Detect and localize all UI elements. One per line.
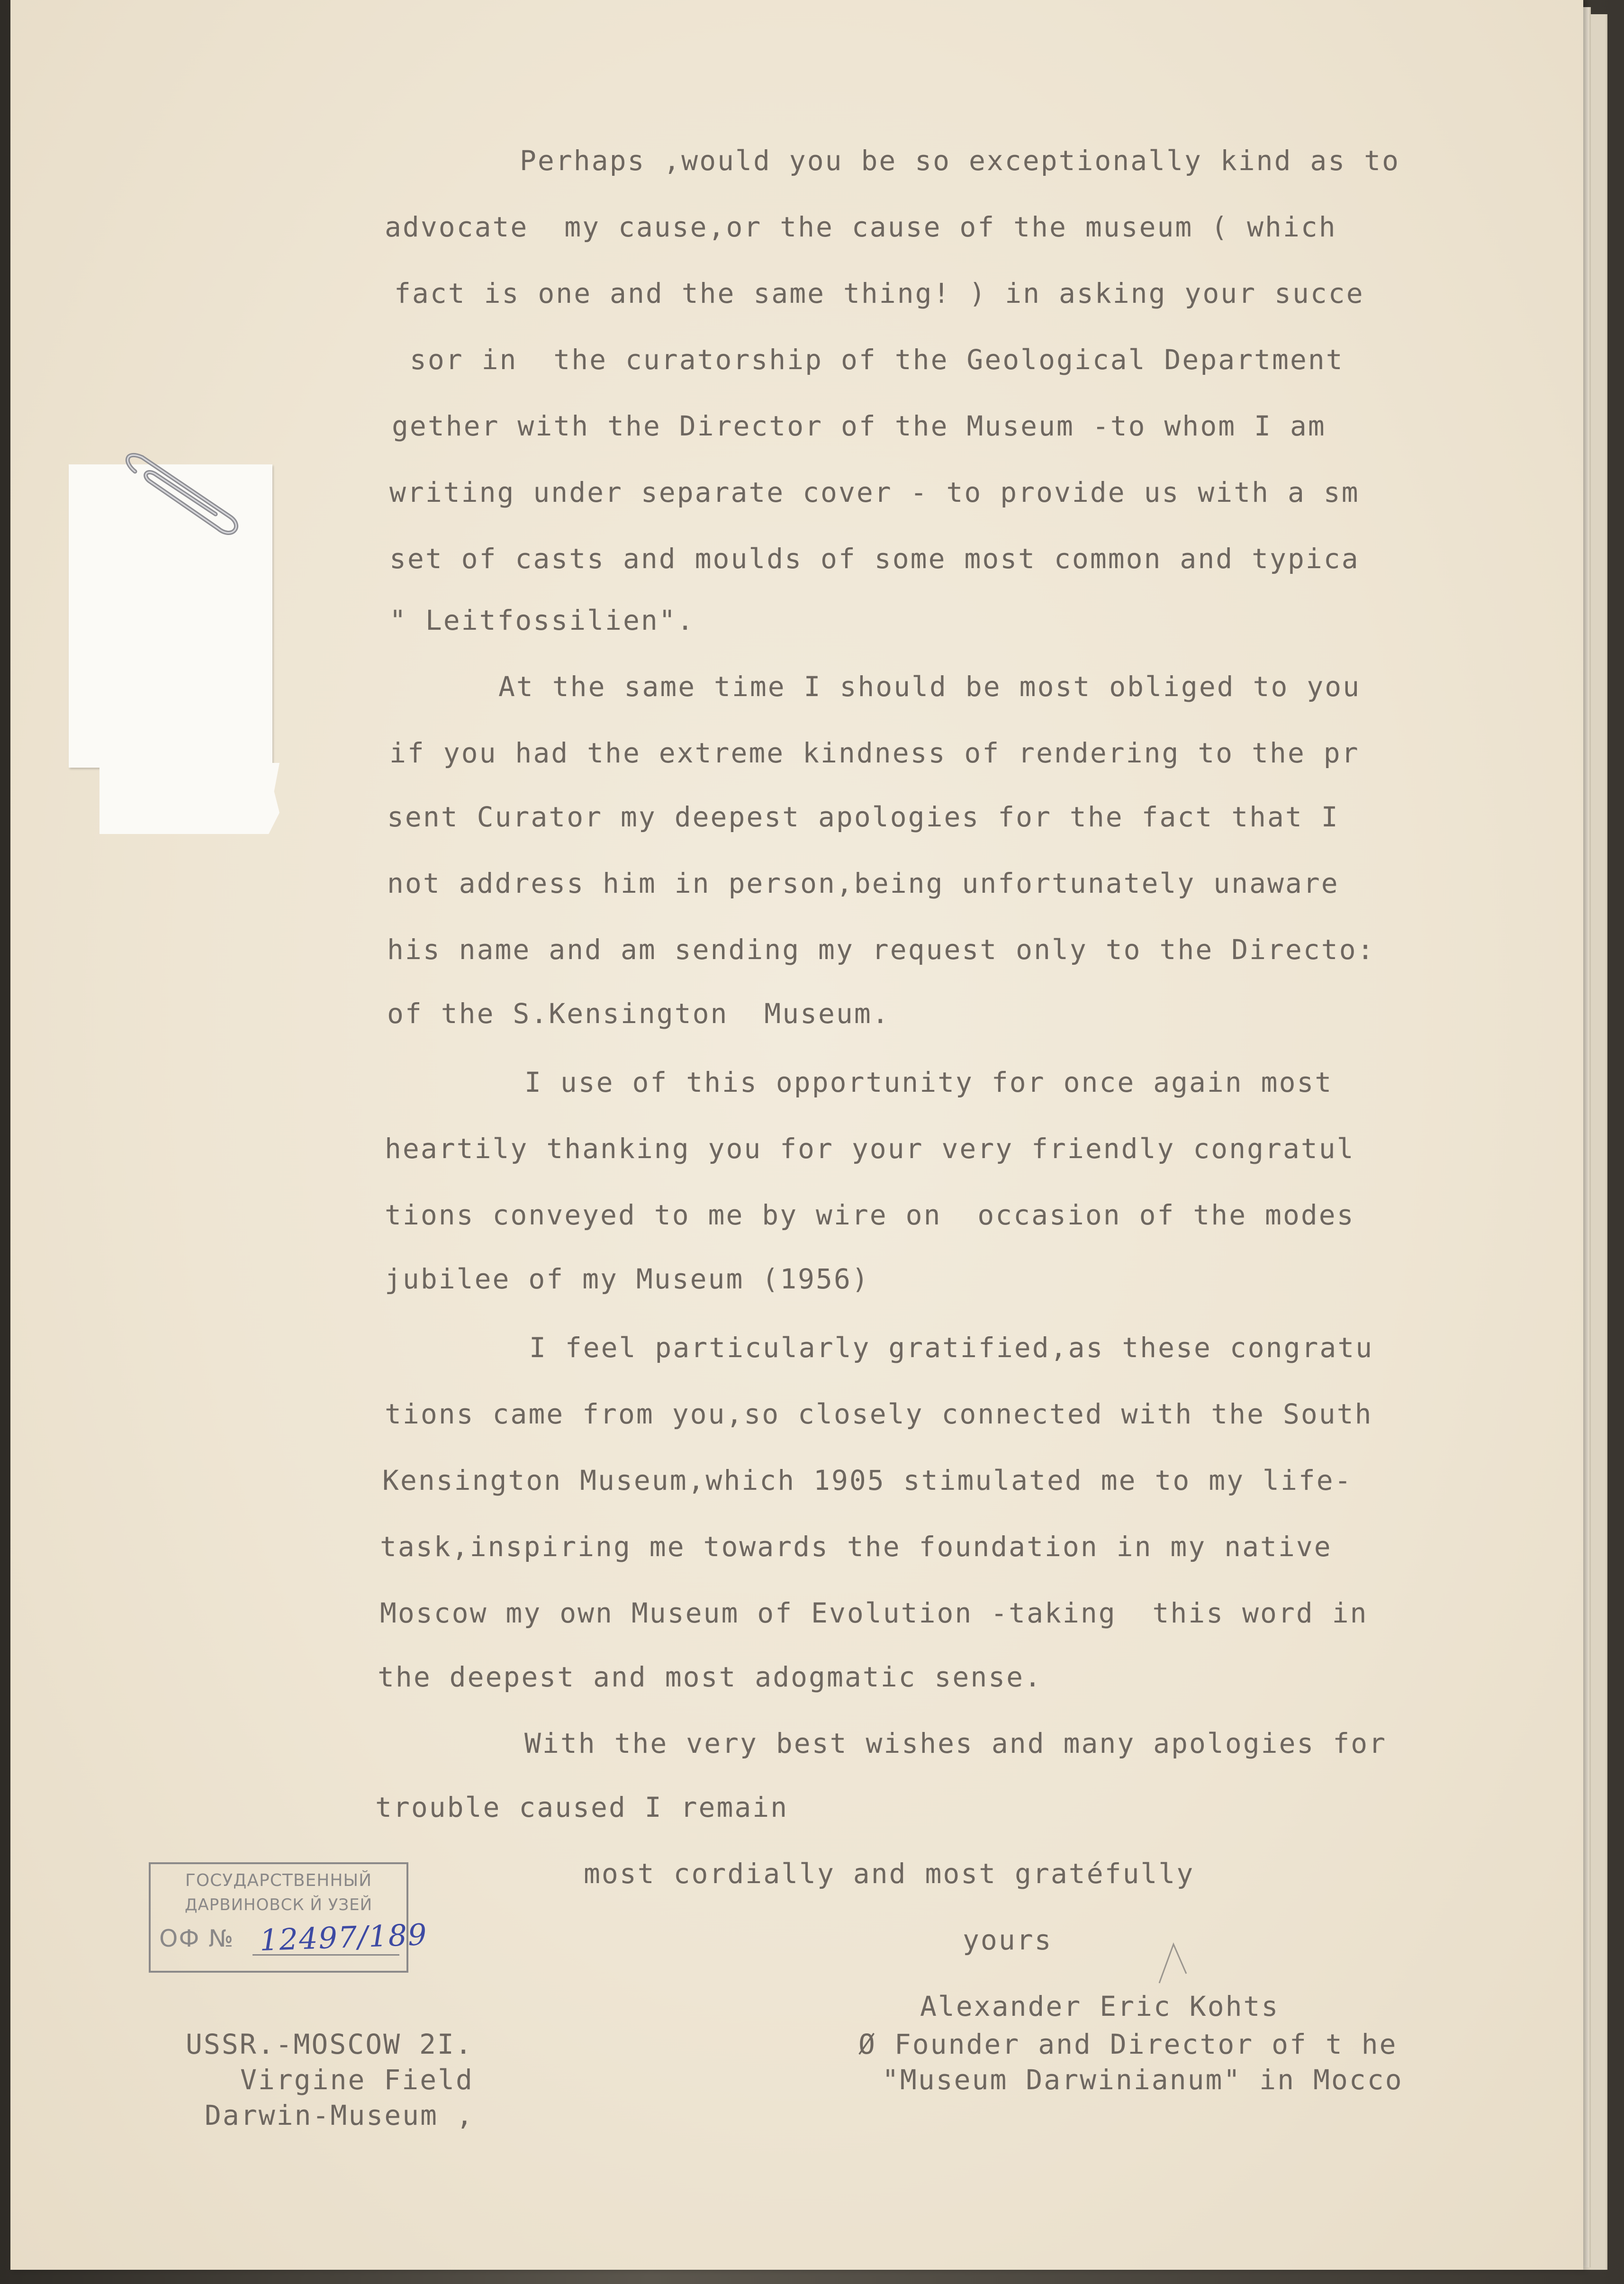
- letter-line: " Leitfossilien".: [389, 604, 695, 636]
- sender-address: Virgine Field: [240, 2064, 474, 2096]
- letter-line: set of casts and moulds of some most common and typica: [389, 543, 1360, 575]
- letter-line: writing under separate cover - to provide us with a sm: [389, 476, 1360, 508]
- letter-line: advocate my cause,or the cause of the museum ( which: [385, 211, 1337, 243]
- signature-title: "Museum Darwinianum" in Mocco: [882, 2064, 1403, 2096]
- letter-line: jubilee of my Museum (1956): [385, 1263, 870, 1295]
- letter-line: if you had the extreme kindness of rendering to the pr: [389, 737, 1360, 769]
- letter-line: the deepest and most adogmatic sense.: [378, 1661, 1043, 1693]
- sender-address: USSR.-MOSCOW 2I.: [186, 2028, 473, 2060]
- attached-paper-slip: [99, 763, 280, 834]
- letter-line: sor in the curatorship of the Geological Department: [392, 344, 1344, 376]
- closing-phrase: most cordially and most gratéfully: [584, 1858, 1195, 1890]
- letter-line: his name and am sending my request only to the Directo:: [387, 934, 1375, 966]
- stamp-institution: ДАРВИНОВСК Й УЗЕЙ: [184, 1895, 373, 1914]
- pen-mark-icon: [1157, 1940, 1190, 1985]
- signature-name: Alexander Eric Kohts: [920, 1990, 1280, 2022]
- sender-address: Darwin-Museum ,: [205, 2099, 474, 2131]
- letter-line: not address him in person,being unfortunately unaware: [387, 867, 1339, 899]
- letter-line: heartily thanking you for your very friendly congratul: [385, 1133, 1355, 1165]
- letter-line: task,inspiring me towards the foundation in my native: [380, 1531, 1332, 1563]
- letter-line: Moscow my own Museum of Evolution -taking this word in: [380, 1597, 1368, 1629]
- letter-line: tions conveyed to me by wire on occasion of the modes: [385, 1199, 1355, 1231]
- letter-line: I use of this opportunity for once again most: [524, 1066, 1333, 1098]
- letter-line: gether with the Director of the Museum -to whom I am: [392, 410, 1326, 442]
- letter-line: I feel particularly gratified,as these congratu: [529, 1332, 1374, 1364]
- letter-line: sent Curator my deepest apologies for the fact that I: [387, 801, 1339, 833]
- letter-line: Perhaps ,would you be so exceptionally kind as to: [520, 145, 1400, 177]
- closing-yours: yours: [963, 1924, 1053, 1956]
- letter-line: tions came from you,so closely connected with the South: [385, 1398, 1373, 1430]
- stamp-fond-label: ОФ №: [159, 1925, 235, 1952]
- signature-title: Ø Founder and Director of t he: [858, 2028, 1398, 2060]
- letter-page: [10, 0, 1583, 2270]
- archive-stamp: [149, 1862, 428, 1973]
- letter-line: trouble caused I remain: [375, 1791, 789, 1823]
- stamp-institution: ГОСУДАРСТВЕННЫЙ: [185, 1871, 372, 1890]
- letter-line: of the S.Kensington Museum.: [387, 997, 890, 1030]
- letter-line: Kensington Museum,which 1905 stimulated me to my life-: [382, 1464, 1353, 1496]
- letter-line: fact is one and the same thing! ) in asking your succe: [394, 277, 1364, 309]
- paperclip-icon: [121, 453, 242, 535]
- stamp-inventory-number: 12497/189: [259, 1917, 428, 1958]
- letter-line: At the same time I should be most obliged to you: [498, 671, 1361, 703]
- letter-line: With the very best wishes and many apologies for: [524, 1727, 1387, 1759]
